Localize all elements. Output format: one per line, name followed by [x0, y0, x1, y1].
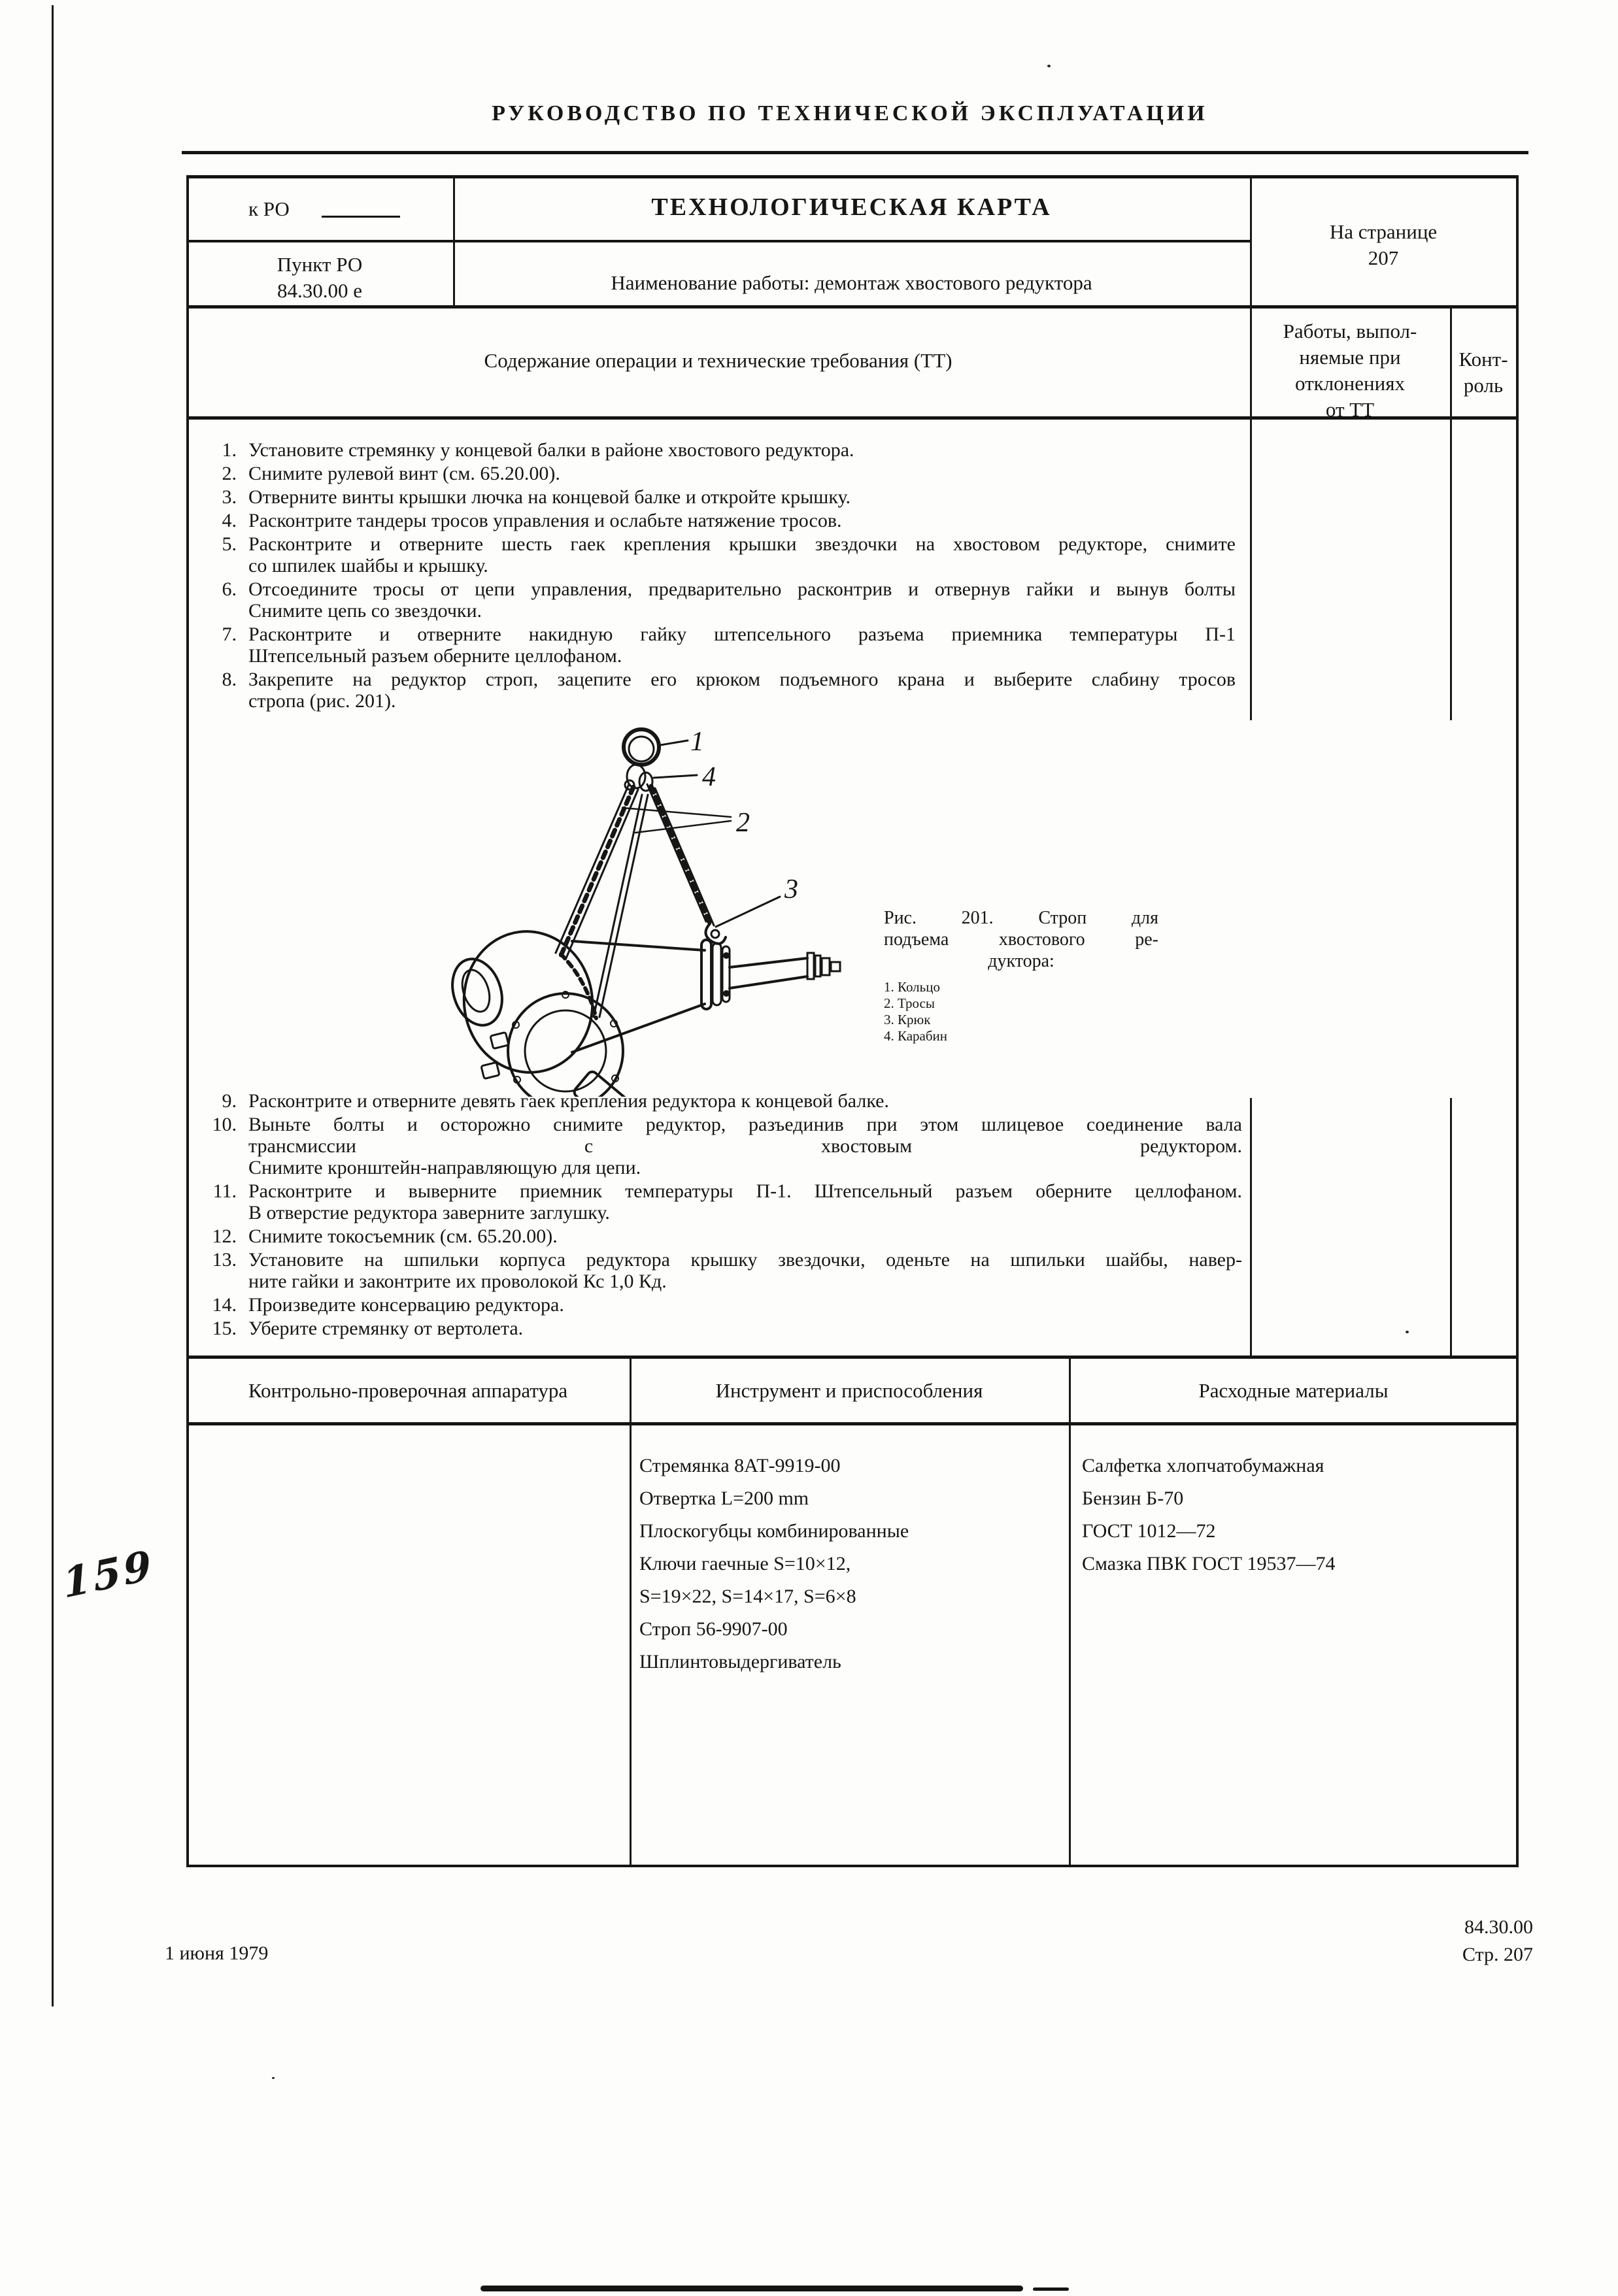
figure-legend-item: 1. Кольцо	[884, 979, 940, 995]
scan-edge-artifact	[480, 2286, 1023, 2291]
step-number: 4.	[222, 510, 237, 531]
footer-page-label: Стр. 207	[1462, 1944, 1533, 1965]
step-text-line: Выньте болты и осторожно снимите редуктор, разъединив при этом шлицевое соединение вала	[248, 1114, 1242, 1135]
col-header-deviations	[1250, 318, 1450, 423]
procedure-step	[196, 533, 1236, 576]
col-header-line: отклонениях	[1295, 372, 1405, 395]
col-header-line: от ТТ	[1325, 398, 1375, 421]
figure-label-1: 1	[690, 727, 704, 757]
step-text-line: Закрепите на редуктор строп, зацепите его крюком подъемного крана и выберите слабину тросов	[248, 669, 1236, 690]
procedure-step	[196, 1294, 1242, 1316]
figure-label-2: 2	[736, 808, 750, 838]
punkt-ro-label: Пункт РО	[277, 253, 363, 276]
tool-item: Плоскогубцы комбинированные	[639, 1520, 909, 1542]
step-text-line: Отсоедините тросы от цепи управления, предварительно расконтрив и отвернув гайки и вынув болты	[248, 578, 1236, 600]
on-page-cell	[1250, 219, 1517, 271]
procedure-step	[196, 1249, 1242, 1292]
steps-list-top	[196, 439, 1236, 714]
table-border	[1450, 1098, 1452, 1356]
step-text-line: Расконтрите и отверните накидную гайку штепсельного разъема приемника температуры П-1	[248, 624, 1236, 645]
col-header-content: Содержание операции и технические требования (ТТ)	[484, 349, 952, 372]
table-border	[186, 1422, 1518, 1425]
step-number: 10.	[212, 1114, 237, 1135]
step-text-line: ните гайки и законтрите их проволокой Кс 1,0 Кд.	[248, 1271, 667, 1292]
tools-list	[639, 1450, 1064, 1678]
footer-doc-code: 84.30.00	[1464, 1916, 1533, 1938]
scan-speck	[1406, 1331, 1409, 1333]
step-number: 5.	[222, 533, 237, 555]
card-title: ТЕХНОЛОГИЧЕСКАЯ КАРТА	[651, 193, 1052, 221]
procedure-step	[196, 439, 1236, 461]
handwritten-page-number: 159	[60, 1540, 156, 1608]
materials-list	[1082, 1450, 1513, 1580]
step-text-line: Отверните винты крышки лючка на концевой балке и откройте крышку.	[248, 486, 851, 508]
step-text-line: Уберите стремянку от вертолета.	[248, 1318, 524, 1339]
step-number: 3.	[222, 486, 237, 508]
table-border	[1516, 175, 1519, 1867]
tool-item: S=19×22, S=14×17, S=6×8	[639, 1586, 856, 1607]
material-item: Бензин Б-70	[1082, 1488, 1184, 1509]
procedure-step	[196, 1225, 1242, 1247]
figure-legend-item: 3. Крюк	[884, 1012, 931, 1027]
step-text-line: Расконтрите тандеры тросов управления и ослабьте натяжение тросов.	[248, 510, 842, 531]
table-border	[186, 1356, 1518, 1359]
procedure-step	[196, 1318, 1242, 1339]
col-header-line: Работы, выпол-	[1283, 320, 1417, 342]
table-border	[186, 175, 1518, 178]
procedure-step	[196, 1090, 1242, 1112]
table-border	[186, 1865, 1518, 1867]
table-border	[186, 175, 189, 1867]
step-number: 12.	[212, 1225, 237, 1247]
step-number: 9.	[222, 1090, 237, 1112]
figure-caption-line: подъема хвостового ре-	[884, 929, 1158, 950]
step-text-line: Расконтрите и отверните шесть гаек крепления крышки звездочки на хвостовом редукторе, снимите	[248, 533, 1236, 555]
procedure-step	[196, 510, 1236, 531]
step-number: 7.	[222, 624, 237, 645]
step-text-line: Снимите рулевой винт (см. 65.20.00).	[248, 463, 560, 484]
step-number: 6.	[222, 578, 237, 600]
material-item: Смазка ПВК ГОСТ 19537—74	[1082, 1553, 1336, 1574]
figure-legend-item: 2. Тросы	[884, 995, 935, 1011]
procedure-step	[196, 1114, 1242, 1178]
step-text-line: Снимите цепь со звездочки.	[248, 600, 482, 622]
table-border	[630, 1356, 632, 1865]
step-text-line: со шпилек шайбы и крышку.	[248, 555, 488, 576]
figure-caption-line: Рис. 201. Строп для	[884, 908, 1158, 928]
k-ro-blank-line	[322, 216, 400, 218]
step-text-line: трансмиссии с хвостовым редуктором.	[248, 1135, 1242, 1157]
lower-header-control-apparatus: Контрольно-проверочная аппаратура	[248, 1379, 568, 1402]
step-number: 1.	[222, 439, 237, 461]
procedure-step	[196, 463, 1236, 484]
step-text-line: Произведите консервацию редуктора.	[248, 1294, 564, 1316]
figure-legend-item: 4. Карабин	[884, 1028, 948, 1044]
figure-label-3: 3	[784, 874, 798, 905]
step-text-line: В отверстие редуктора заверните заглушку.	[248, 1202, 610, 1223]
scan-speck	[272, 2077, 275, 2079]
lower-header-tools: Инструмент и приспособления	[715, 1379, 983, 1402]
material-item: ГОСТ 1012—72	[1082, 1520, 1216, 1542]
step-number: 8.	[222, 669, 237, 690]
tool-item: Ключи гаечные S=10×12,	[639, 1553, 851, 1574]
table-border	[1069, 1356, 1071, 1865]
k-ro-label: к РО	[248, 197, 290, 220]
col-header-line: роль	[1463, 374, 1504, 397]
step-number: 2.	[222, 463, 237, 484]
step-text-line: Расконтрите и отверните девять гаек крепления редуктора к концевой балке.	[248, 1090, 889, 1112]
material-item: Салфетка хлопчатобумажная	[1082, 1455, 1324, 1476]
step-text-line: стропа (рис. 201).	[248, 690, 396, 712]
head-rule	[182, 151, 1528, 154]
table-border	[186, 305, 1518, 308]
procedure-step	[196, 578, 1236, 622]
left-margin-scan-line	[52, 5, 54, 2006]
col-header-line: няемые при	[1299, 346, 1401, 369]
lower-header-materials: Расходные материалы	[1198, 1379, 1389, 1402]
step-number: 13.	[212, 1249, 237, 1271]
step-text-line: Установите на шпильки корпуса редуктора крышку звездочки, оденьте на шпильки шайбы, навер-	[248, 1249, 1242, 1271]
steps-list-bottom	[196, 1090, 1242, 1341]
step-text-line: Снимите кронштейн-направляющую для цепи.	[248, 1157, 641, 1178]
procedure-step	[196, 624, 1236, 667]
procedure-step	[196, 486, 1236, 508]
tool-item: Стремянка 8АТ-9919-00	[639, 1455, 841, 1476]
procedure-step	[196, 669, 1236, 712]
footer-date: 1 июня 1979	[165, 1942, 269, 1964]
scan-speck	[1047, 65, 1051, 67]
tool-item: Шплинтовыдергиватель	[639, 1651, 841, 1672]
step-text-line: Установите стремянку у концевой балки в районе хвостового редуктора.	[248, 439, 854, 461]
tool-item: Строп 56-9907-00	[639, 1618, 788, 1640]
on-page-number: 207	[1368, 246, 1399, 269]
work-name: Наименование работы: демонтаж хвостового редуктора	[611, 271, 1092, 294]
procedure-step	[196, 1180, 1242, 1223]
col-header-control	[1450, 346, 1517, 399]
scan-edge-artifact	[1033, 2288, 1069, 2291]
step-number: 14.	[212, 1294, 237, 1316]
figure-caption-line: дуктора:	[988, 951, 1054, 971]
gearbox-body	[455, 923, 601, 1080]
step-number: 11.	[212, 1180, 237, 1202]
figure-label-4: 4	[702, 762, 716, 792]
figure-caption	[884, 907, 1158, 972]
table-border	[186, 240, 1250, 242]
running-head: РУКОВОДСТВО ПО ТЕХНИЧЕСКОЙ ЭКСПЛУАТАЦИИ	[492, 101, 1208, 125]
tool-item: Отвертка L=200 mm	[639, 1488, 809, 1509]
figure-legend	[884, 979, 1158, 1044]
step-text-line: Расконтрите и выверните приемник температуры П-1. Штепсельный разъем оберните целлофаном.	[248, 1180, 1242, 1202]
on-page-label: На странице	[1329, 220, 1438, 243]
punkt-ro-cell	[186, 252, 453, 304]
table-border	[1250, 1098, 1252, 1356]
col-header-line: Конт-	[1458, 348, 1508, 371]
step-number: 15.	[212, 1318, 237, 1339]
punkt-ro-value: 84.30.00 е	[277, 279, 362, 302]
step-text-line: Штепсельный разъем оберните целлофаном.	[248, 645, 622, 667]
step-text-line: Снимите токосъемник (см. 65.20.00).	[248, 1225, 558, 1247]
